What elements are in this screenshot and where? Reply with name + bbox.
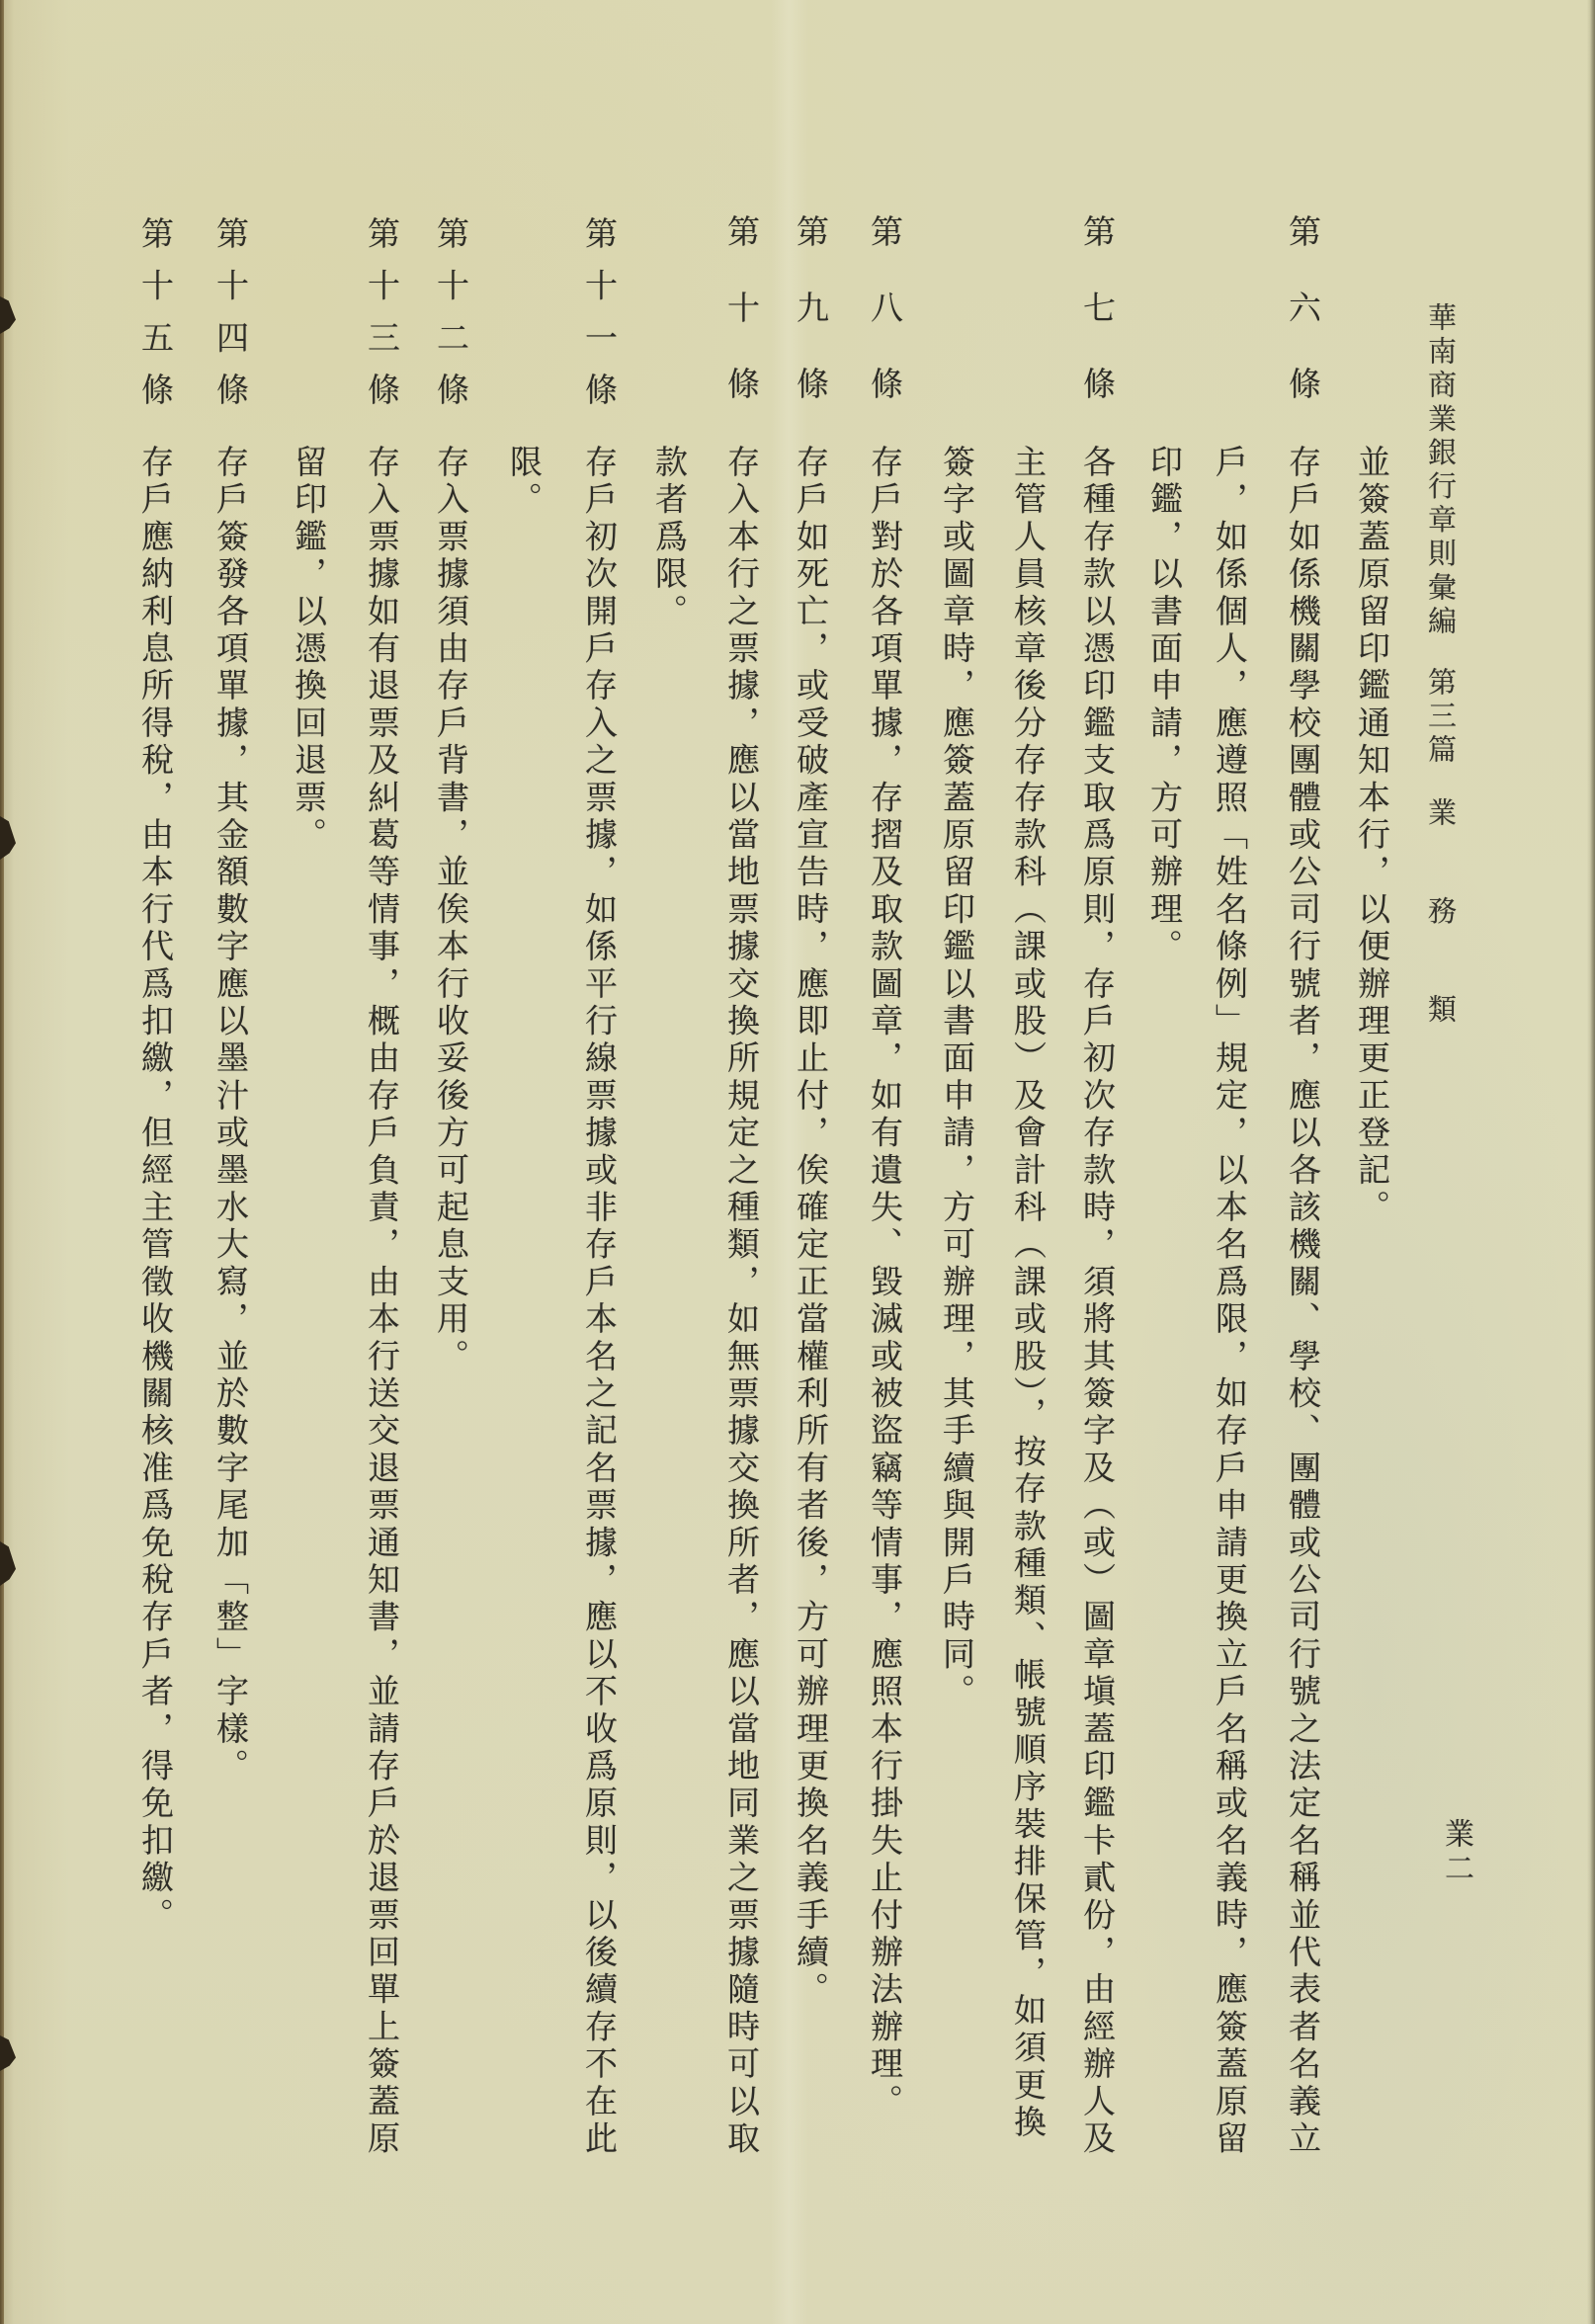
page-edge-shadow xyxy=(1590,0,1595,2324)
article-line: 留印鑑，以憑換回退票。 xyxy=(290,445,328,855)
article-label: 第十四條 xyxy=(211,216,250,425)
article-line: 戶，如係個人，應遵照「姓名條例」規定，以本名爲限，如存戶申請更換立戶名稱或名義時，應簽蓋原留 xyxy=(1211,445,1249,2159)
page-number: 業二 xyxy=(1439,1818,1473,1887)
header-book-title: 華南商業銀行章則彙編 xyxy=(1424,302,1458,639)
article-line: 存戶簽發各項單據，其金額數字應以墨汁或墨水大寫，並於數字尾加「整」字樣。 xyxy=(211,445,250,1786)
article-label: 第九條 xyxy=(792,214,830,443)
binding-hole xyxy=(0,816,16,860)
article-line: 存戶對於各項單據，存摺及取款圖章，如有遺失、毀滅或被盜竊等情事，應照本行掛失止付辦法辦理。 xyxy=(866,445,904,2121)
article-label: 第六條 xyxy=(1284,214,1322,443)
article-line: 存戶初次開戶存入之票據，如係平行線票據或非存戶本名之記名票據，應以不收爲原則，以後續存不在此 xyxy=(580,445,619,2159)
article-line: 限。 xyxy=(505,445,544,520)
article-line: 存戶應納利息所得稅，由本行代爲扣繳，但經主管徵收機關核准爲免稅存戶者，得免扣繳。 xyxy=(136,445,175,1935)
binding-hole xyxy=(0,296,16,334)
article-line: 存戶如係機關學校團體或公司行號者，應以各該機關、學校、團體或公司行號之法定名稱並代表者名義立 xyxy=(1284,445,1322,2159)
header-category: 業務類 xyxy=(1424,797,1458,1093)
article-label: 第八條 xyxy=(866,214,904,443)
article-label: 第十一條 xyxy=(580,216,619,425)
article-line: 簽字或圖章時，應簽蓋原留印鑑以書面申請，方可辦理，其手續與開戶時同。 xyxy=(938,445,976,1711)
article-line: 存戶如死亡，或受破產宣告時，應即止付，俟確定正當權利所有者後，方可辦理更換名義手續。 xyxy=(792,445,830,2010)
article-label: 第十五條 xyxy=(136,216,175,425)
article-label: 第十條 xyxy=(722,214,761,443)
article-label: 第十二條 xyxy=(432,216,470,425)
article-line: 各種存款以憑印鑑支取爲原則，存戶初次存款時，須將其簽字及（或）圖章塡蓋印鑑卡貳份，由經辦人及 xyxy=(1078,445,1117,2159)
binding-edge xyxy=(0,0,4,2324)
article-line: 印鑑，以書面申請，方可辦理。 xyxy=(1145,445,1184,966)
binding-hole xyxy=(0,2035,16,2071)
article-label: 第十三條 xyxy=(363,216,401,425)
article-line: 存入票據如有退票及糾葛等情事，概由存戶負責，由本行送交退票通知書，並請存戶於退票回單上簽蓋原 xyxy=(363,445,401,2159)
article-line: 存入票據須由存戶背書，並俟本行收妥後方可起息支用。 xyxy=(432,445,470,1376)
binding-hole xyxy=(0,1541,16,1586)
article-label: 第七條 xyxy=(1078,214,1117,443)
carryover-line: 並簽蓋原留印鑑通知本行，以便辦理更正登記。 xyxy=(1353,445,1391,1227)
article-line: 款者爲限。 xyxy=(650,445,689,631)
article-line: 存入本行之票據，應以當地票據交換所規定之種類，如無票據交換所者，應以當地同業之票據隨時可以取 xyxy=(722,445,761,2159)
header-part: 第三篇 xyxy=(1424,667,1458,769)
article-line: 主管人員核章後分存存款科（課或股）及會計科（課或股），按存款種類、帳號順序裝排保管，如須更換 xyxy=(1009,445,1048,2142)
